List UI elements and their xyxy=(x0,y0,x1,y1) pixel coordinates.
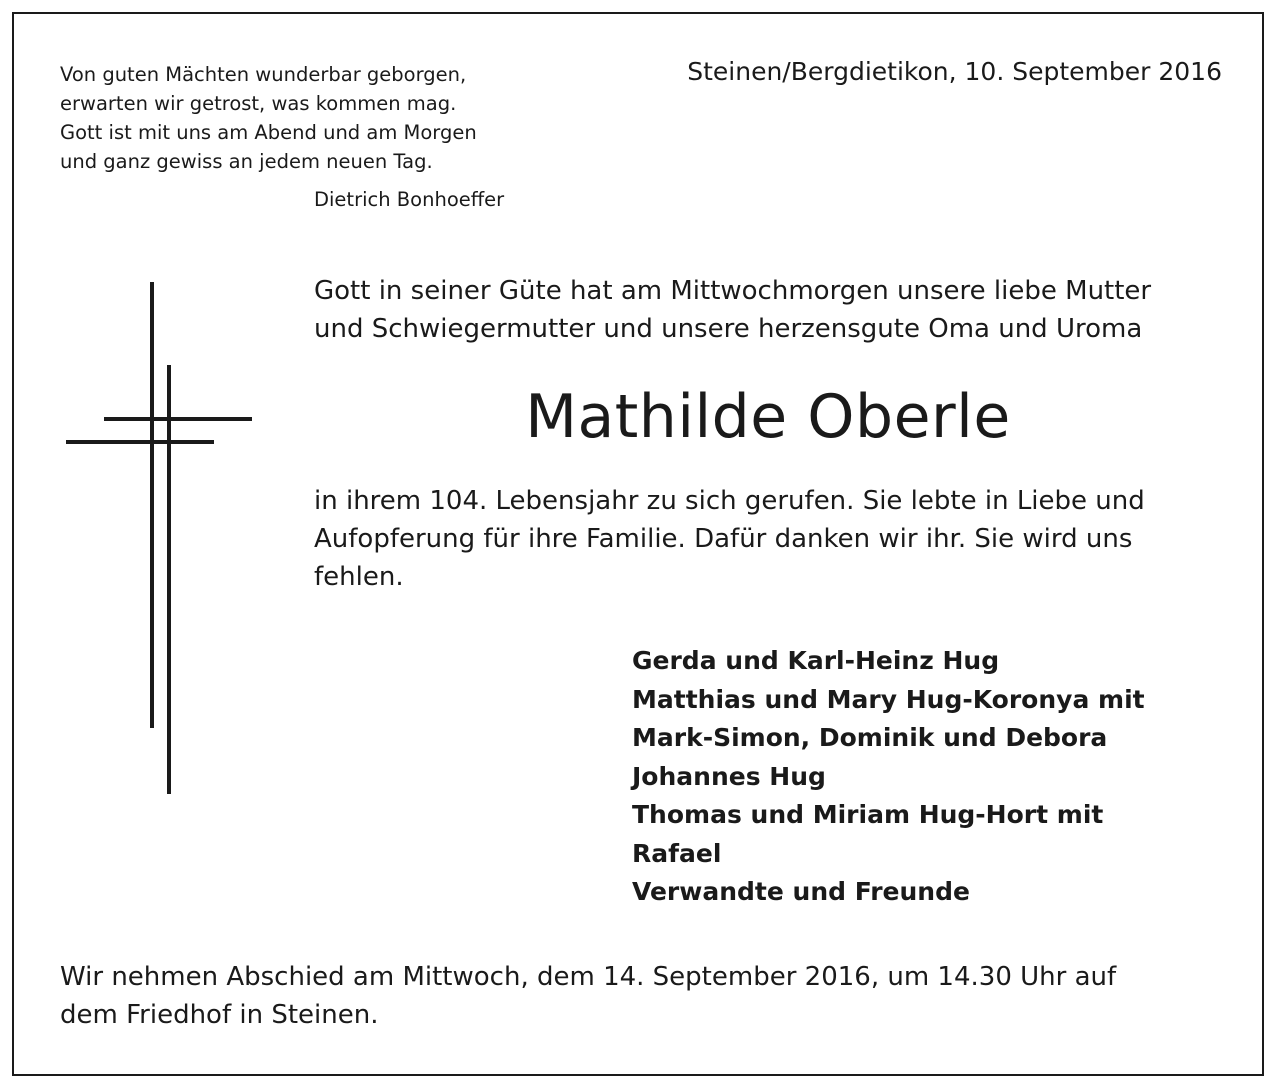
farewell-line: dem Friedhof in Steinen. xyxy=(60,1000,379,1030)
mourner-line: Matthias und Mary Hug-Koronya mit xyxy=(632,684,1145,714)
motto-line: Von guten Mächten wunderbar geborgen, xyxy=(60,63,467,86)
mourner-line: Mark-Simon, Dominik und Debora xyxy=(632,723,1108,752)
mourner-line: Verwandte und Freunde xyxy=(632,877,970,906)
body-line: fehlen. xyxy=(314,562,404,592)
mourner-line: Johannes Hug xyxy=(632,761,826,791)
motto-line: Gott ist mit uns am Abend und am Morgen xyxy=(60,121,477,144)
body-line: Aufopferung für ihre Familie. Dafür danken wir ihr. Sie wird uns xyxy=(314,524,1133,554)
mourner-line: Gerda und Karl-Heinz Hug xyxy=(632,646,1000,675)
intro-text xyxy=(314,272,1222,348)
farewell-notice xyxy=(60,958,1222,1034)
motto-line: erwarten wir getrost, was kommen mag. xyxy=(60,92,457,115)
intro-line: Gott in seiner Güte hat am Mittwochmorgen unsere liebe Mutter xyxy=(314,276,1152,306)
deceased-name: Mathilde Oberle xyxy=(525,382,1011,452)
intro-line: und Schwiegermutter und unsere herzensgute Oma und Uroma xyxy=(314,314,1143,344)
place-date: Steinen/Bergdietikon, 10. September 2016 xyxy=(687,57,1222,86)
double-cross-icon xyxy=(60,280,260,800)
mourner-line: Thomas und Miriam Hug-Hort mit xyxy=(632,800,1104,829)
motto-line: und ganz gewiss an jedem neuen Tag. xyxy=(60,150,433,173)
mourners-list xyxy=(632,642,1145,912)
farewell-line: Wir nehmen Abschied am Mittwoch, dem 14. September 2016, um 14.30 Uhr auf xyxy=(60,962,1117,992)
body-text xyxy=(314,482,1222,596)
body-line: in ihrem 104. Lebensjahr zu sich gerufen. Sie lebte in Liebe und xyxy=(314,486,1145,516)
motto-author: Dietrich Bonhoeffer xyxy=(314,188,505,211)
motto-quote xyxy=(60,60,477,176)
mourner-line: Rafael xyxy=(632,838,722,868)
